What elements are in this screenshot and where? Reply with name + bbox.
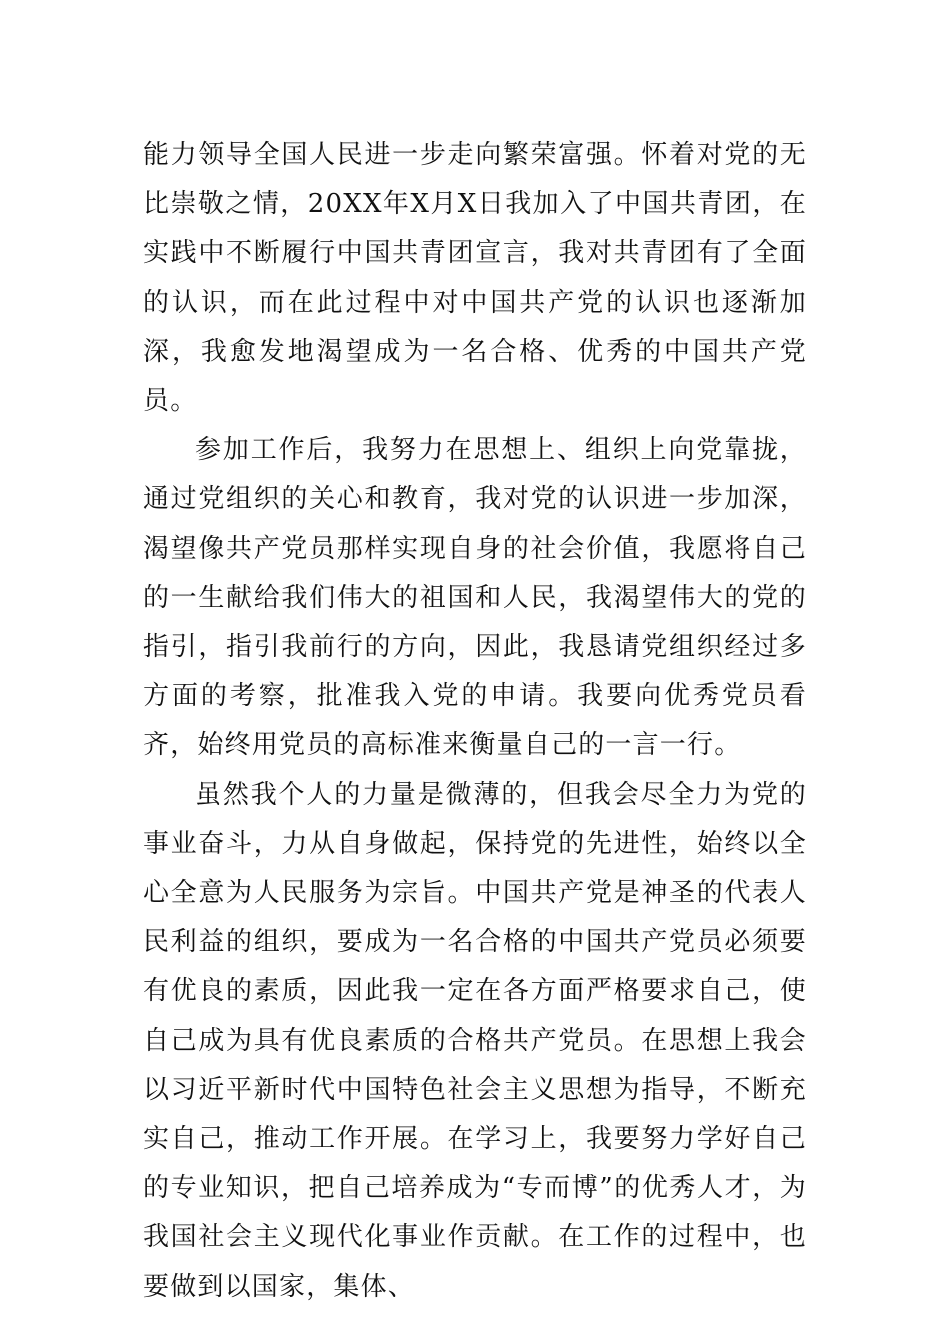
paragraph-commitment: 虽然我个人的力量是微薄的，但我会尽全力为党的事业奋斗，力从自身做起，保持党的先进性，始终以全心全意为人民服务为宗旨。中国共产党是神圣的代表人民利益的组织，要成为一名合格的中国共产党员必须要有优良的素质，因此我一定在各方面严格要求自己，使自己成为具有优良素质的合格共产党员。在思想上我会以习近平新时代中国特色社会主义思想为指导，不断充实自己，推动工作开展。在学习上，我要努力学好自己的专业知识，把自己培养成为“专而博”的优秀人才，为我国社会主义现代化事业作贡献。在工作的过程中，也要做到以国家，集体、 xyxy=(143,779,807,1302)
paragraph-continuation: 能力领导全国人民进一步走向繁荣富强。怀着对党的无比崇敬之情，20XX年X月X日我加入了中国共青团，在实践中不断履行中国共青团宣言，我对共青团有了全面的认识，而在此过程中对中国共产党的认识也逐渐加深，我愈发地渴望成为一名合格、优秀的中国共产党员。 xyxy=(143,140,807,417)
document-body xyxy=(143,131,807,1312)
paragraph-after-work: 参加工作后，我努力在思想上、组织上向党靠拢，通过党组织的关心和教育，我对党的认识进一步加深，渴望像共产党员那样实现自身的社会价值，我愿将自己的一生献给我们伟大的祖国和人民，我渴望伟大的党的指引，指引我前行的方向，因此，我恳请党组织经过多方面的考察，批准我入党的申请。我要向优秀党员看齐，始终用党员的高标准来衡量自己的一言一行。 xyxy=(143,435,807,761)
